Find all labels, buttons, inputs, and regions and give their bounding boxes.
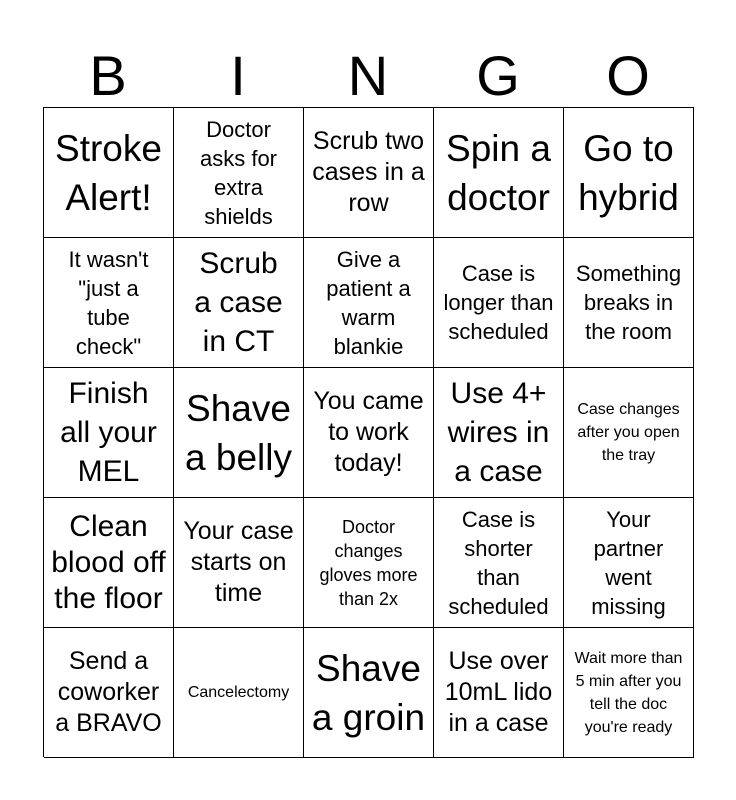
cell-text: Stroke Alert! [55,127,162,218]
bingo-cell[interactable] [304,628,434,758]
cell-text: Case changes after you open the tray [577,401,680,464]
bingo-cell[interactable] [44,238,174,368]
cell-text: Something breaks in the room [575,261,682,344]
bingo-cell[interactable] [434,368,564,498]
header-letter-o: O [606,44,650,107]
bingo-cell[interactable] [304,238,434,368]
bingo-header [43,45,693,107]
bingo-cell[interactable] [304,498,434,628]
cell-text: Give a patient a warm blankie [326,246,411,359]
cell-text: Scrub two cases in a row [312,127,425,217]
bingo-cell[interactable] [304,368,434,498]
bingo-cell[interactable] [44,368,174,498]
cell-text: Your partner went missing [591,506,666,619]
bingo-cell[interactable] [564,108,694,238]
cell-text: Your case starts on time [183,517,294,607]
bingo-cell[interactable] [44,108,174,238]
header-letter-i: I [230,44,246,107]
cell-text: Shave a groin [311,647,426,738]
header-letter-b: B [89,44,127,107]
bingo-cell[interactable] [174,238,304,368]
cell-text: Case is shorter than scheduled [448,506,549,619]
cell-text: Clean blood off the floor [51,509,166,615]
header-letter-n: N [347,44,389,107]
cell-text: Finish all your MEL [60,377,157,488]
cell-text: It wasn't "just a tube check" [68,246,149,359]
header-letter-g: G [476,44,520,107]
bingo-cell[interactable] [304,108,434,238]
cell-text: Scrub a case in CT [194,247,283,358]
cell-text: Doctor asks for extra shields [199,116,278,229]
bingo-cell[interactable] [564,628,694,758]
bingo-cell[interactable] [564,238,694,368]
cell-text: Doctor changes gloves more than 2x [319,516,418,609]
cell-text: Go to hybrid [578,127,679,218]
cell-text: You came to work today! [313,387,424,477]
cell-text: Spin a doctor [446,127,551,218]
cell-text: Wait more than 5 min after you tell the doc you're ready [574,649,683,736]
bingo-cell[interactable] [174,368,304,498]
bingo-board [43,107,694,757]
cell-text: Use over 10mL lido in a case [444,647,553,737]
cell-text: Use 4+ wires in a case [447,377,550,488]
bingo-cell[interactable] [174,498,304,628]
bingo-cell[interactable] [434,628,564,758]
bingo-cell[interactable] [434,108,564,238]
bingo-cell[interactable] [434,238,564,368]
cell-text: Shave a belly [185,387,292,478]
cell-text: Case is longer than scheduled [443,261,554,344]
bingo-cell[interactable] [44,498,174,628]
bingo-cell[interactable] [174,628,304,758]
cell-text: Send a coworker a BRAVO [55,647,162,737]
bingo-cell[interactable] [174,108,304,238]
cell-text: Cancelectomy [187,683,290,701]
bingo-cell[interactable] [564,498,694,628]
bingo-cell[interactable] [434,498,564,628]
bingo-cell[interactable] [564,368,694,498]
bingo-cell[interactable] [44,628,174,758]
